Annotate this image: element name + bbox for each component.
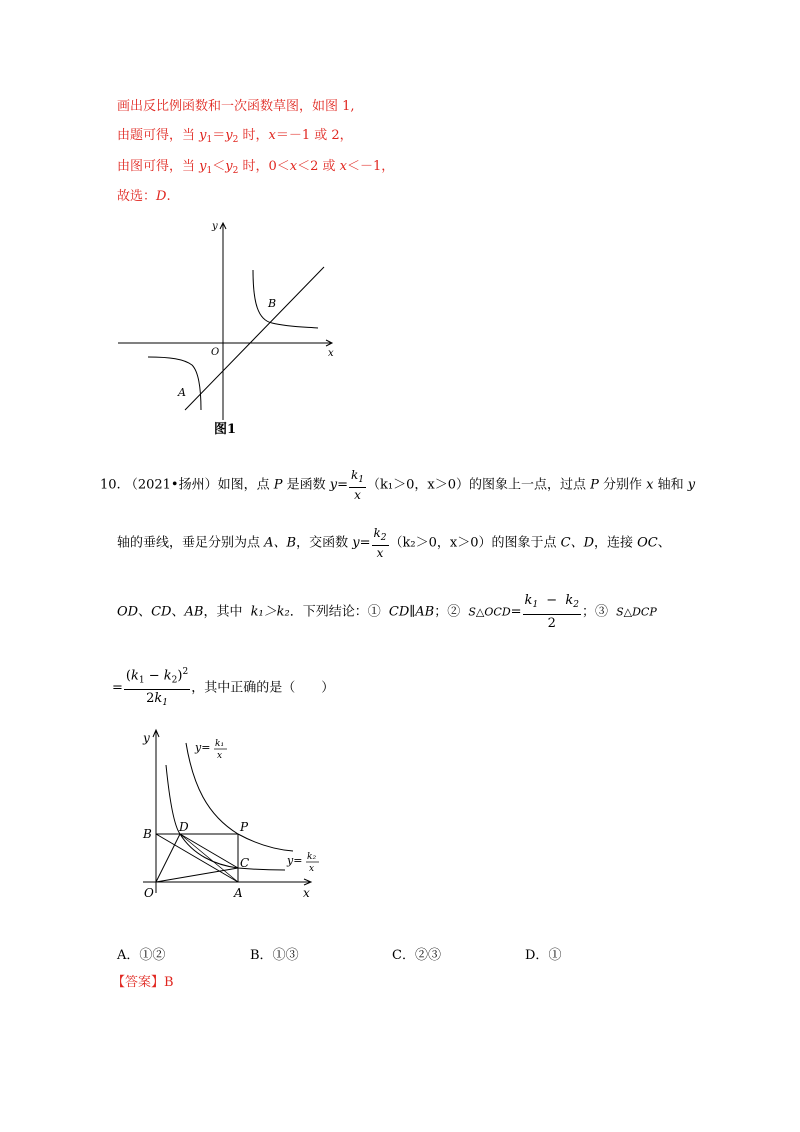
solution-line-2: 由题可得，当 $y_1=y_2$ 时，x＝－1 或 2，	[117, 128, 353, 145]
fig2-label-o: O	[144, 886, 154, 900]
answer-line	[112, 973, 174, 993]
fig1-caption: 图1	[214, 422, 237, 437]
fig1-label-b: B	[268, 297, 277, 310]
fraction-k2-over-x: $\frac{k_2}{x}$	[373, 526, 387, 560]
fig2-segment-cd	[180, 834, 238, 868]
option-a[interactable]: A．①②	[117, 948, 166, 963]
fig2-curve2-label: y=	[287, 854, 303, 867]
question-number: 10.	[100, 477, 121, 493]
fig1-label-o: O	[211, 347, 220, 358]
question-line-4: = $\frac{(k_1 - k_2)^2}{2k_1}$ ，其中正确的是（ ）	[112, 664, 334, 712]
option-b[interactable]: B．①③	[250, 948, 299, 963]
question-line-1: 10. （2021•扬州）如图，点 P 是函数 y= $\frac{k_1}{x}$ （k₁＞0，x＞0）的图象上一点，过点 P 分别作 x 轴和 y	[100, 468, 696, 502]
fig2-label-x: x	[303, 886, 310, 900]
fig1-hyperbola-q1	[253, 270, 318, 328]
option-c[interactable]: C．②③	[392, 948, 441, 963]
question-line-2: 轴的垂线，垂足分别为点 A、B，交函数 y= $\frac{k_2}{x}$ （k₂＞0，x＞0）的图象于点 C、D，连接 OC、	[117, 526, 671, 560]
fig1-label-y: y	[212, 221, 218, 232]
fig2-curve-k2	[166, 765, 285, 870]
answer-letter: D	[156, 189, 167, 204]
answer-label: 【答案】	[112, 975, 165, 990]
fig2-segment-dc-diag	[180, 834, 238, 882]
fig2-label-p: P	[240, 820, 249, 834]
fraction-k1-over-x: $\frac{k_1}{x}$	[351, 468, 365, 502]
solution-line-3: 由图可得，当 $y_1<y_2$ 时，0＜x＜2 或 x＜－1，	[117, 159, 395, 176]
fig2-label-c: C	[240, 856, 250, 870]
fig2-label-y: y	[143, 731, 150, 745]
fig2-curve1-den: x	[217, 751, 223, 761]
fig2-label-d: D	[179, 820, 189, 834]
fig2-label-a: A	[234, 886, 243, 900]
figure-1	[110, 215, 350, 440]
fig1-label-x: x	[328, 348, 334, 359]
option-d[interactable]: D．①	[525, 948, 562, 963]
fig1-linear-line	[185, 267, 324, 410]
solution-line-4: 故选：D.	[117, 189, 171, 204]
fraction-k1-minus-k2-over-2: $\frac{k_1 - k_2}{2}$	[524, 593, 579, 631]
fig2-curve1-label: y=	[195, 741, 211, 754]
fig2-curve2-den: x	[309, 864, 315, 874]
fig2-label-b: B	[143, 827, 152, 841]
solution-line-1: 画出反比例函数和一次函数草图，如图 1,	[117, 99, 355, 114]
answer-value: B	[164, 975, 174, 990]
fig1-label-a: A	[178, 386, 186, 399]
fraction-squared-over-2k1: $\frac{(k_1 - k_2)^2}{2k_1}$	[124, 664, 190, 712]
fig2-curve1-num: k₁	[215, 739, 225, 749]
question-line-3: OD、CD、AB，其中 k₁＞k₂．下列结论：① CD∥AB；② S△OCD= $\frac{k_1 - k_2}{2}$ ；③ S△DCP	[117, 593, 657, 631]
figure-2	[135, 725, 350, 905]
fig2-curve2-num: k₂	[307, 852, 317, 862]
fig2-curve-k1	[186, 743, 293, 851]
